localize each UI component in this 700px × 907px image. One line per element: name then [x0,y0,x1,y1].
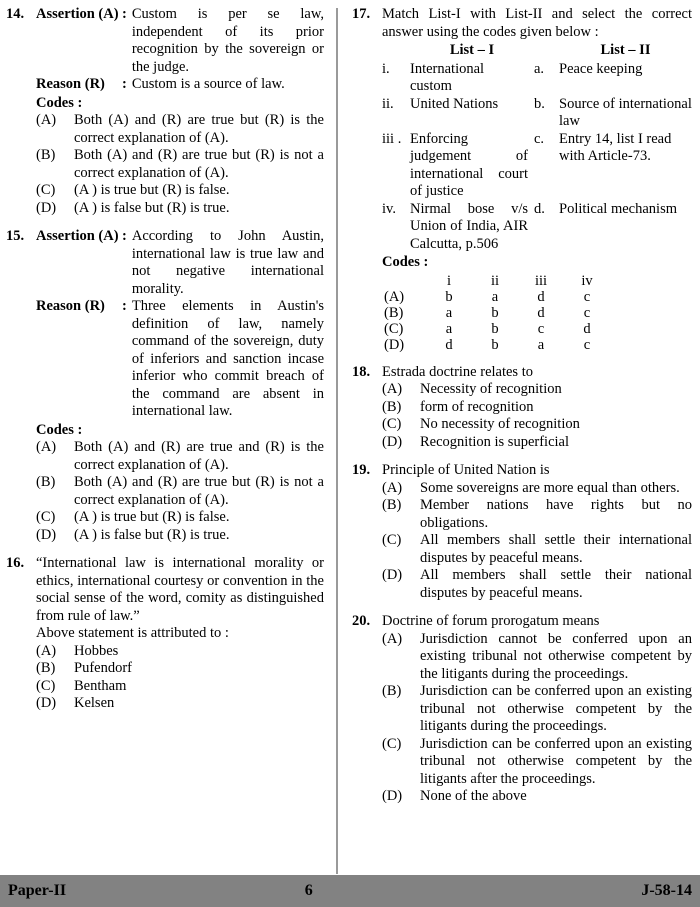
left-column [0,6,336,875]
assertion-colon: : [122,228,127,244]
option-text: (A ) is false but (R) is true. [74,526,230,543]
page-footer [0,875,700,907]
footer-page-number: 6 [304,882,313,899]
question-stem: Estrada doctrine relates to [382,363,533,380]
option-key: (D) [36,695,57,711]
assertion-row [36,6,324,76]
option-a[interactable] [382,480,692,498]
option-key: (C) [382,735,402,752]
codes-header-iii: iii [534,272,548,289]
question-15 [6,228,324,544]
option-text: Jurisdiction cannot be conferred upon an existing tribunal not otherwise competent by the litigants during the proceedings. [420,630,692,682]
code-value: a [445,320,453,337]
reason-label: Reason (R) [36,76,105,92]
reason-colon: : [122,298,127,314]
option-b[interactable] [382,497,692,532]
reason-text: Custom is a source of law. [131,76,285,92]
codes-option-a[interactable] [382,289,610,305]
option-text: All members shall settle their international disputes by peaceful means. [420,532,692,566]
question-body [382,462,692,602]
code-value: a [491,288,499,305]
option-d[interactable] [382,567,692,602]
question-body [36,555,324,713]
question-14 [6,6,324,217]
option-key: (B) [36,660,56,676]
option-key: (A) [36,439,57,455]
option-d[interactable] [382,434,692,452]
options-list [36,643,324,713]
code-value: a [445,304,453,321]
codes-grid [382,273,610,353]
option-key: (B) [382,398,402,415]
match-list-table [382,42,692,253]
list-i-item: United Nations [410,95,499,112]
question-19 [352,462,692,602]
code-value: b [491,304,499,321]
question-number: 16. [6,555,25,571]
option-key: (D) [382,567,403,583]
code-value: d [583,320,591,337]
code-value: b [491,320,499,337]
option-b[interactable] [36,474,324,509]
option-b[interactable] [382,683,692,736]
option-key: (B) [36,474,56,490]
right-column [336,6,700,875]
option-key: (B) [384,304,404,321]
question-body [382,613,692,806]
option-key: (C) [382,416,402,432]
question-stem: Match List-I with List-II and select the correct answer using the codes given below : [382,6,692,40]
option-key: (A) [36,112,57,128]
question-number: 20. [352,613,371,629]
option-a[interactable] [382,631,692,684]
option-key: (C) [36,677,56,694]
option-key: (B) [382,497,402,513]
footer-paper-code: J-58-14 [641,882,692,899]
reason-text: Three elements in Austin's definition of law, namely command of the sovereign, duty of inferiors and sanction incase inferior who commit breach of the command are absent in international law. [131,298,324,419]
list-ii-item: Entry 14, list I read with Article-73. [559,130,672,164]
option-text: Kelsen [74,695,115,711]
option-key: (C) [382,532,402,548]
code-value: c [583,304,591,321]
row-numeral: ii. [382,95,394,112]
codes-label: Codes : [36,421,83,438]
option-key: (C) [36,182,56,198]
code-value: d [537,304,545,321]
code-value: a [537,336,545,353]
list-i-item: Enforcing judgement of international court of justice [410,130,528,199]
options-list [382,631,692,806]
option-b[interactable] [36,147,324,182]
options-list [382,480,692,603]
option-text: Some sovereigns are more equal than others. [420,479,680,496]
code-value: b [445,288,453,305]
option-key: (D) [382,433,403,450]
question-20 [352,613,692,806]
two-column-body [0,6,700,875]
spacer-cell [534,42,559,61]
option-c[interactable] [382,532,692,567]
table-row [382,96,692,131]
option-text: Jurisdiction can be conferred upon an existing tribunal not otherwise competent by the litigants during the proceedings. [420,683,692,734]
option-text: form of recognition [420,398,534,415]
option-c[interactable] [36,678,324,696]
option-text: Pufendorf [74,660,132,676]
codes-option-b[interactable] [382,305,610,321]
question-17 [352,6,692,353]
codes-header-iv: iv [581,272,593,289]
question-number: 18. [352,363,371,380]
option-key: (D) [36,526,57,543]
option-text: Recognition is superficial [420,433,569,450]
table-row [382,61,692,96]
codes-label: Codes : [382,254,429,270]
question-stem-line2: Above statement is attributed to : [36,625,229,641]
list-i-item: Nirmal bose v/s Union of India, AIR Calcutta, p.506 [410,200,528,252]
spacer-cell [382,42,410,61]
options-list [382,381,692,451]
code-value: d [445,336,453,353]
option-key: (A) [36,642,57,659]
table-row [382,201,692,254]
options-list [36,439,324,544]
option-a[interactable] [36,643,324,661]
list-ii-item: Peace keeping [559,60,643,77]
option-key: (C) [384,320,404,337]
option-a[interactable] [36,439,324,474]
list-ii-item: Political mechanism [559,200,677,217]
option-text: Both (A) and (R) are true but (R) is not a correct explanation of (A). [74,474,324,508]
code-value: b [491,336,499,353]
option-text: All members shall settle their national disputes by peaceful means. [420,567,692,601]
option-b[interactable] [382,399,692,417]
row-letter: d. [534,200,545,217]
row-numeral: i. [382,60,390,77]
option-text: Bentham [74,677,127,694]
option-c[interactable] [382,736,692,789]
codes-option-c[interactable] [382,321,610,337]
question-number: 15. [6,228,25,244]
list-ii-header: List – II [600,42,651,58]
reason-row [36,76,324,94]
option-key: (C) [36,509,56,525]
assertion-text: Custom is per se law, independent of its prior recognition by the sovereign or the judge. [131,6,324,75]
assertion-text: According to John Austin, international law is true law and not negative international morality. [131,228,324,297]
spacer-cell [382,273,426,289]
option-text: No necessity of recognition [420,416,580,432]
row-letter: b. [534,95,545,112]
question-body [382,6,692,353]
option-text: (A ) is true but (R) is false. [74,509,230,525]
assertion-row [36,228,324,298]
question-16 [6,555,324,713]
option-b[interactable] [36,660,324,678]
column-divider [336,8,338,874]
row-letter: c. [534,130,545,147]
option-text: (A ) is false but (R) is true. [74,199,230,216]
question-body [382,364,692,452]
question-number: 14. [6,6,25,22]
option-text: Hobbes [74,642,119,659]
question-number: 17. [352,6,371,22]
code-value: d [537,288,545,305]
option-d[interactable] [36,695,324,713]
option-d[interactable] [36,527,324,545]
question-stem: Principle of United Nation is [382,462,550,478]
question-number: 19. [352,462,371,478]
code-value: c [583,288,591,305]
codes-label: Codes : [36,94,83,111]
question-stem: Doctrine of forum prorogatum means [382,613,600,629]
option-d[interactable] [36,200,324,218]
option-text: Member nations have rights but no obligations. [420,497,692,531]
option-text: Both (A) and (R) are true but (R) is not a correct explanation of (A). [74,147,324,181]
option-key: (B) [382,683,402,699]
list-i-header: List – I [449,42,495,58]
option-key: (D) [384,336,405,353]
option-key: (A) [382,630,403,647]
option-c[interactable] [382,416,692,434]
reason-label: Reason (R) [36,298,105,314]
option-key: (A) [384,288,405,305]
option-text: Jurisdiction can be conferred upon an existing tribunal not otherwise competent by the litigants after the proceedings. [420,735,692,787]
option-text: Both (A) and (R) are true but (R) is the correct explanation of (A). [74,112,324,146]
table-row [382,131,692,201]
codes-header-row [382,273,610,289]
option-text: (A ) is true but (R) is false. [74,182,230,198]
codes-header-i: i [446,272,452,289]
option-c[interactable] [36,182,324,200]
question-body [36,6,324,217]
option-key: (A) [382,381,403,397]
reason-row [36,298,324,421]
option-key: (D) [36,199,57,216]
option-text: Both (A) and (R) are true and (R) is the correct explanation of (A). [74,439,324,473]
option-c[interactable] [36,509,324,527]
question-body [36,228,324,544]
option-key: (D) [382,788,403,804]
option-text: Necessity of recognition [420,381,562,397]
list-i-item: International custom [410,60,485,94]
assertion-label: Assertion (A) [36,6,119,22]
option-text: None of the above [420,788,527,804]
option-key: (B) [36,147,56,163]
table-header-row [382,42,692,61]
assertion-colon: : [122,6,127,22]
question-18 [352,364,692,452]
option-a[interactable] [382,381,692,399]
row-numeral: iv. [382,200,396,217]
codes-option-d[interactable] [382,337,610,353]
reason-colon: : [122,76,127,92]
question-stem: “International law is international morality or ethics, international courtesy or convention in the social sense of the word, comity as distinguished from rule of law.” [36,555,324,624]
option-d[interactable] [382,788,692,806]
row-letter: a. [534,60,545,77]
footer-paper-label: Paper-II [8,882,67,899]
options-list [36,112,324,217]
codes-header-ii: ii [490,272,500,289]
row-numeral: iii . [382,130,402,147]
option-a[interactable] [36,112,324,147]
option-key: (A) [382,479,403,496]
code-value: c [537,320,545,337]
code-value: c [583,336,591,353]
assertion-label: Assertion (A) [36,228,119,244]
list-ii-item: Source of international law [559,95,692,129]
